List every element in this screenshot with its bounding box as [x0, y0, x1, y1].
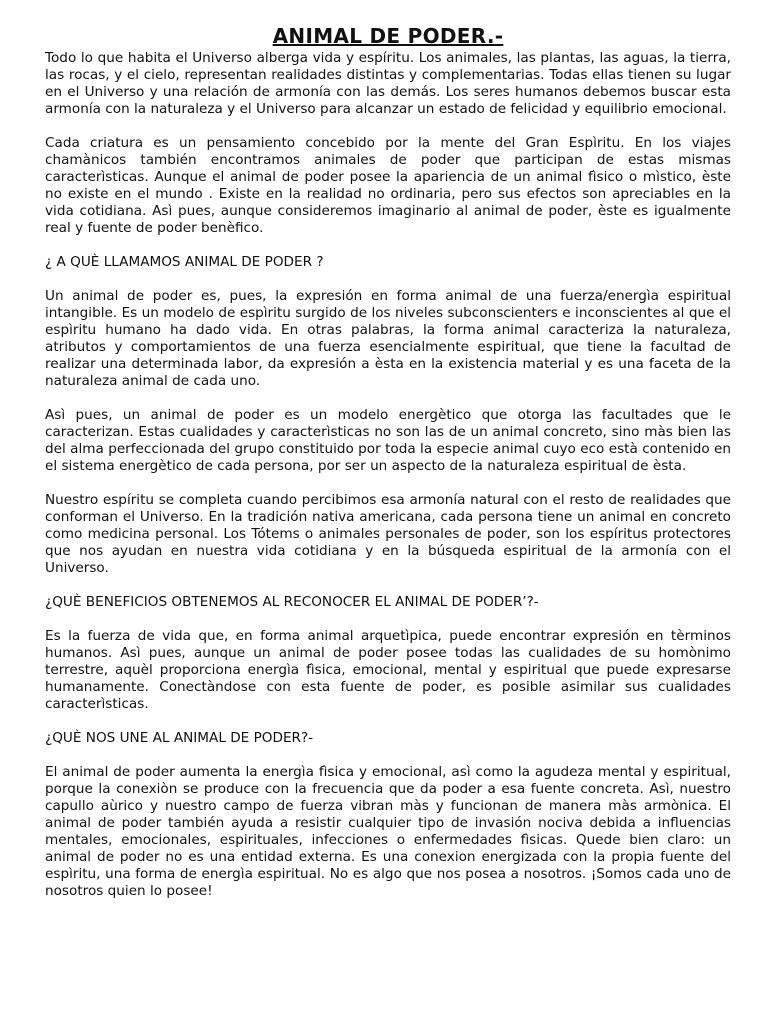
section-heading-que-llamamos: ¿ A QUÈ LLAMAMOS ANIMAL DE PODER ? — [45, 254, 324, 270]
paragraph-expresion-animal: Un animal de poder es, pues, la expresión en forma animal de una fuerza/energìa espiritual intangible. Es un modelo de espìritu surgido de los niveles subconscienters e inconscientes al que el espìritu humano ha dado vida. En otras palabras, la forma animal caracteriza la naturaleza, atributos y comportamientos de una fuerza esencialmente espiritual, que tiene la facultad de realizar una determinada labor, da expresión a èsta en la existencia material y es una faceta de la naturaleza animal de cada uno. — [45, 288, 731, 389]
paragraph-fuerza-de-vida: Es la fuerza de vida que, en forma animal arquetìpica, puede encontrar expresión en tèrminos humanos. Asì pues, aunque un animal de poder posee todas las cualidades de su homònimo terrestre, aquèl proporciona energìa fìsica, emocional, mental y espiritual que puede expresarse humanamente. Conectàndose con esta fuente de poder, es posible asimilar sus cualidades caracterìsticas. — [45, 628, 731, 712]
paragraph-gran-espiritu: Cada criatura es un pensamiento concebido por la mente del Gran Espìritu. En los viajes chamànicos también encontramos animales de poder que participan de estas mismas caracterìsticas. Aunque el animal de poder posee la apariencia de un animal fìsico o mìstico, èste no existe en el mundo . Existe en la realidad no ordinaria, pero sus efectos son apreciables en la vida cotidiana. Asì pues, aunque consideremos imaginario al animal de poder, èste es igualmente real y fuente de poder benèfico. — [45, 135, 731, 236]
paragraph-intro: Todo lo que habita el Universo alberga vida y espíritu. Los animales, las plantas, las aguas, la tierra, las rocas, y el cielo, representan realidades distintas y complementarias. Todas ellas tienen su lugar en el Universo y una relación de armonía con las demás. Los seres humanos debemos buscar esta armonía con la naturaleza y el Universo para alcanzar un estado de felicidad y equilibrio emocional. — [45, 50, 731, 117]
document-page — [45, 24, 731, 917]
document-title: ANIMAL DE PODER.- — [272, 24, 504, 48]
paragraph-tradicion-nativa: Nuestro espíritu se completa cuando percibimos esa armonía natural con el resto de realidades que conforman el Universo. En la tradición nativa americana, cada persona tiene un animal en concreto como medicina personal. Los Tótems o animales personales de poder, son los espíritus protectores que nos ayudan en nuestra vida cotidiana y en la búsqueda espiritual de la armonía con el Universo. — [45, 492, 731, 576]
paragraph-modelo-energetico: Asì pues, un animal de poder es un modelo energètico que otorga las facultades que le caracterizan. Estas cualidades y caracterìsticas no son las de un animal concreto, sino màs bien las del alma perfeccionada del grupo constituido por toda la especie animal cuyo eco està contenido en el sistema energètico de cada persona, por ser un aspecto de la naturaleza espiritual de èsta. — [45, 407, 731, 474]
section-heading-que-nos-une: ¿QUÈ NOS UNE AL ANIMAL DE PODER?- — [45, 730, 314, 746]
paragraph-energia-fisica: El animal de poder aumenta la energìa fìsica y emocional, asì como la agudeza mental y espiritual, porque la conexiòn se produce con la frecuencia que da poder a esa fuente concreta. Asì, nuestro capullo aùrico y nuestro campo de fuerza vibran màs y funcionan de manera màs armònica. El animal de poder también ayuda a resistir cualquier tipo de invasión nociva debida a influencias mentales, emocionales, espirituales, infecciones o enfermedades fìsicas. Quede bien claro: un animal de poder no es una entidad externa. Es una conexion energizada con la propia fuente del espìritu, una forma de energìa espiritual. No es algo que nos posea a nosotros. ¡Somos cada uno de nosotros quien lo posee! — [45, 764, 731, 899]
section-heading-beneficios: ¿QUÈ BENEFICIOS OBTENEMOS AL RECONOCER EL ANIMAL DE PODER’?- — [45, 594, 539, 610]
